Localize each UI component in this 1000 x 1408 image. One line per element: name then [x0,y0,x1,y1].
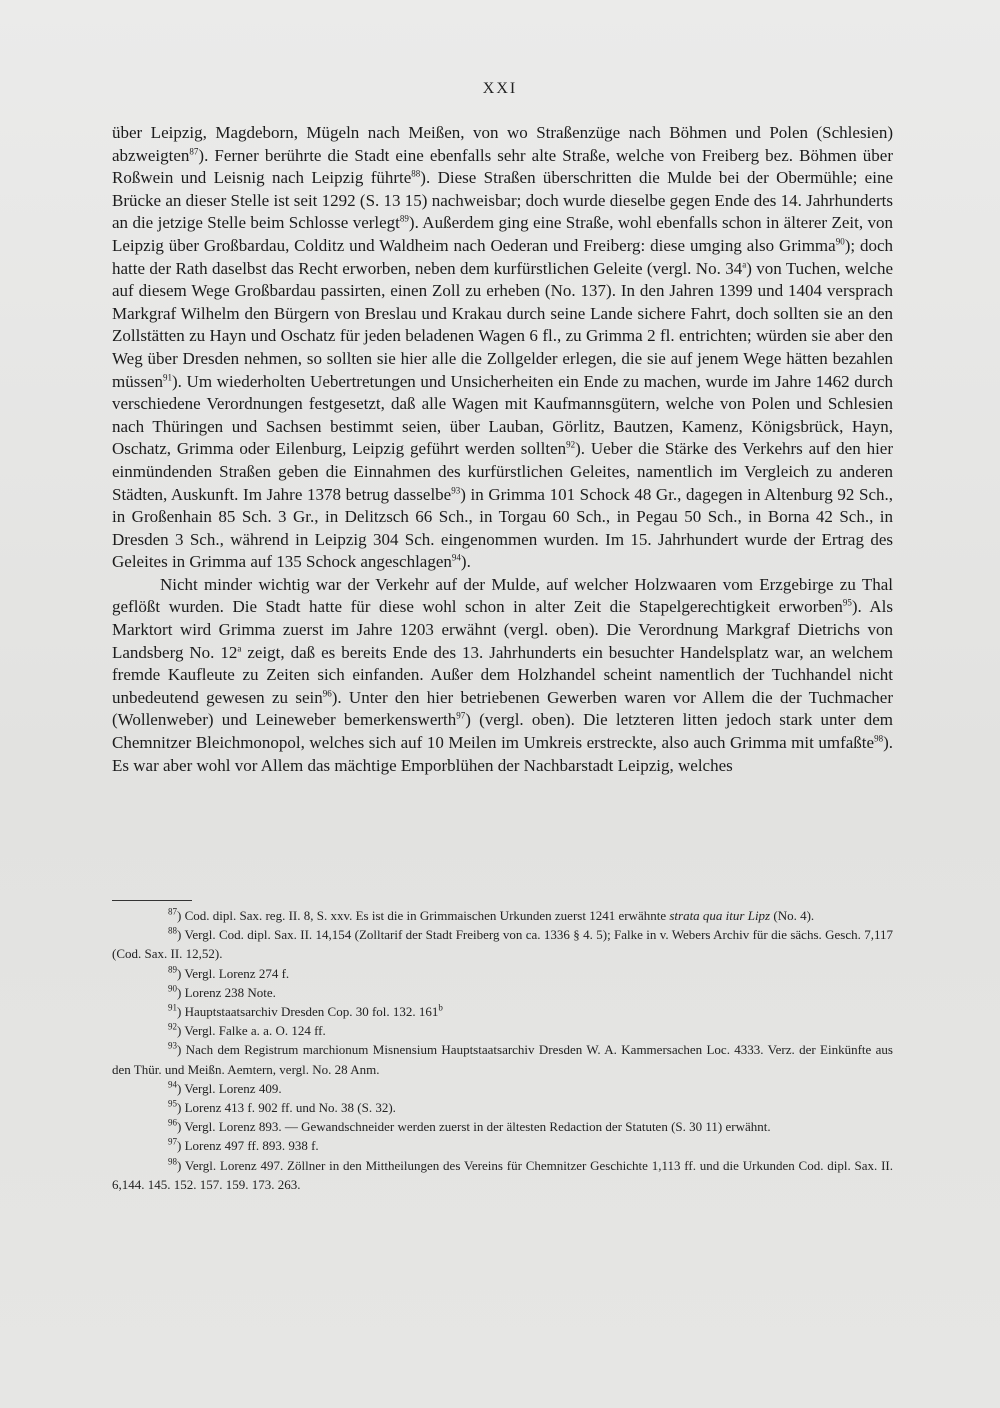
footnote-98: $^{98}$) Vergl. Lorenz 497. Zöllner in den Mittheilungen des Vereins für Chemnitzer Geschichte 1,113 ff. und die Urkunden Cod. dipl. Sax. II. 6,144. 145. 152. 157. 159. 173. 263. [112,1156,893,1192]
footnote-87: $^{87}$) Cod. dipl. Sax. reg. II. 8, S. xxv. Es ist die in Grimmaischen Urkunden zuerst 1241 erwähnte strata qua itur Lipz (No. 4). [168,906,815,923]
footnote-ref-91: 91 [163,371,172,382]
footnote-92: $^{92}$) Vergl. Falke a. a. O. 124 ff. [168,1021,326,1039]
footnote-ref-93: 93 [451,484,461,495]
footnote-ref-88: 88 [411,168,421,179]
superscript-a: a [237,643,242,653]
footnote-ref-87: 87 [189,145,199,156]
footnote-91: $^{91}$) Hauptstaatsarchiv Dresden Cop. 30 fol. 132. 161$^b$ [168,1002,443,1020]
footnote-ref-96: 96 [322,688,332,699]
footnote-divider [112,900,192,901]
footnote-95: $^{95}$) Lorenz 413 f. 902 ff. und No. 38 (S. 32). [168,1098,396,1116]
superscript-a: a [742,258,747,269]
footnote-ref-89: 89 [399,213,409,224]
footnote-ref-94: 94 [451,552,461,563]
footnote-90: $^{90}$) Lorenz 238 Note. [168,983,276,1000]
footnote-ref-90: 90 [835,236,845,247]
main-text [112,122,893,777]
footnote-ref-98: 98 [874,733,884,744]
footnotes [112,906,893,1194]
paragraph-1: über Leipzig, Magdeborn, Mügeln nach Meißen, von wo Straßenzüge nach Böhmen und Polen (Schlesien) abzweigten$^{87}$). Ferner berührte die Stadt eine ebenfalls sehr alte Straße, welche von Freiberg bez. Böhmen über Roßwein und Leisnig nach Leipzig führte$^{88}$). Diese Straßen überschritten die Mulde bei der Obermühle; eine Brücke an dieser Stelle ist seit 1292 (S. 13 15) nachweisbar; doch wurde dieselbe gegen Ende des 14. Jahrhunderts an die jetzige Stelle beim Schlosse verlegt$^{89}$). Außerdem ging eine Straße, wohl ebenfalls schon in älterer Zeit, von Leipzig über Großbardau, Colditz und Waldheim nach Oederan und Freiberg: diese umging also Grimma$^{90}$); doch hatte der Rath daselbst das Recht erworben, neben dem kurfürstlichen Geleite (vergl. No. 34$^a$) von Tuchen, welche auf diesem Wege Großbardau passirten, einen Zoll zu erheben (No. 137). In den Jahren 1399 und 1404 versprach Markgraf Wilhelm den Bürgern von Breslau und Krakau durch seine Lande sichere Fahrt, doch sollten sie an den Zollstätten zu Hayn und Oschatz für jeden beladenen Wagen 6 fl., zu Grimma 2 fl. entrichten; würden sie aber den Weg über Dresden nehmen, so sollten sie hier alle die Zollgelder erlegen, die sie auf jenem Wege hätten bezahlen müssen$^{91}$). Um wiederholten Uebertretungen und Unsicherheiten ein Ende zu machen, wurde im Jahre 1462 durch verschiedene Verordnungen festgesetzt, daß alle Wagen mit Kaufmannsgütern, welche von Polen und Schlesien nach Thüringen und Sachsen bestimmt seien, über Lauban, Görlitz, Bautzen, Kamenz, Königsbrück, Hayn, Oschatz, Grimma oder Eilenburg, Leipzig geführt werden sollten$^{92}$). Ueber die Stärke des Verkehrs auf den hier einmündenden Straßen geben die Einnahmen des kurfürstlichen Geleites, namentlich im Vergleich zu anderen Städten, Auskunft. Im Jahre 1378 betrug dasselbe$^{93}$) in Grimma 101 Schock 48 Gr., dagegen in Altenburg 92 Sch., in Großenhain 85 Sch. 3 Gr., in Delitzsch 66 Sch., in Torgau 60 Sch., in Pegau 50 Sch., in Borna 42 Sch., in Dresden 3 Sch., während in Leipzig 304 Sch. eingenommen wurden. Im 15. Jahrhundert wurde der Ertrag des Geleites in Grimma auf 135 Schock angeschlagen$^{94}$). [112,123,894,572]
footnote-ref-97: 97 [456,710,466,721]
footnote-88: $^{88}$) Vergl. Cod. dipl. Sax. II. 14,154 (Zolltarif der Stadt Freiberg von ca. 1336 § 4. 5); Falke in v. Webers Archiv für die sächs. Gesch. 7,117 (Cod. Sax. II. 12,52). [112,925,893,962]
footnote-ref-92: 92 [566,439,576,450]
footnote-ref-95: 95 [842,597,852,608]
footnote-93: $^{93}$) Nach dem Registrum marchionum Misnensium Hauptstaatsarchiv Dresden W. A. Kammersachen Loc. 4333. Verz. der Einkünfte aus den Thür. und Meißn. Aemtern, vergl. No. 28 Anm. [112,1041,893,1077]
footnote-97: $^{97}$) Lorenz 497 ff. 893. 938 f. [168,1137,319,1154]
paragraph-2: Nicht minder wichtig war der Verkehr auf der Mulde, auf welcher Holzwaaren vom Erzgebirge zu Thal geflößt wurden. Die Stadt hatte für diese wohl schon in alter Zeit die Stapelgerechtigkeit erworben$^{95}$). Als Marktort wird Grimma zuerst im Jahre 1203 erwähnt (vergl. oben). Die Verordnung Markgraf Dietrichs von Landsberg No. 12$^a$ zeigt, daß es bereits Ende des 13. Jahrhunderts ein besuchter Handelsplatz war, an welchem fremde Kaufleute zu Zeiten sich einfanden. Außer dem Holzhandel scheint namentlich der Tuchhandel nicht unbedeutend gewesen zu sein$^{96}$). Unter den hier betriebenen Gewerben waren vor Allem die der Tuchmacher (Wollenweber) und Leineweber bemerkenswerth$^{97}$) (vergl. oben). Die letzteren litten jedoch stark unter dem Chemnitzer Bleichmonopol, welches sich auf 10 Meilen im Umkreis erstreckte, also auch Grimma mit umfaßte$^{98}$). Es war aber wohl vor Allem das mächtige Emporblühen der Nachbarstadt Leipzig, welches [112,574,894,775]
page-number: XXI [482,80,518,97]
footnote-89: $^{89}$) Vergl. Lorenz 274 f. [168,964,290,981]
footnote-94: $^{94}$) Vergl. Lorenz 409. [168,1079,282,1096]
footnote-96: $^{96}$) Vergl. Lorenz 893. — Gewandschneider werden zuerst in der ältesten Redaction der Statuten (S. 30 11) erwähnt. [168,1117,771,1135]
